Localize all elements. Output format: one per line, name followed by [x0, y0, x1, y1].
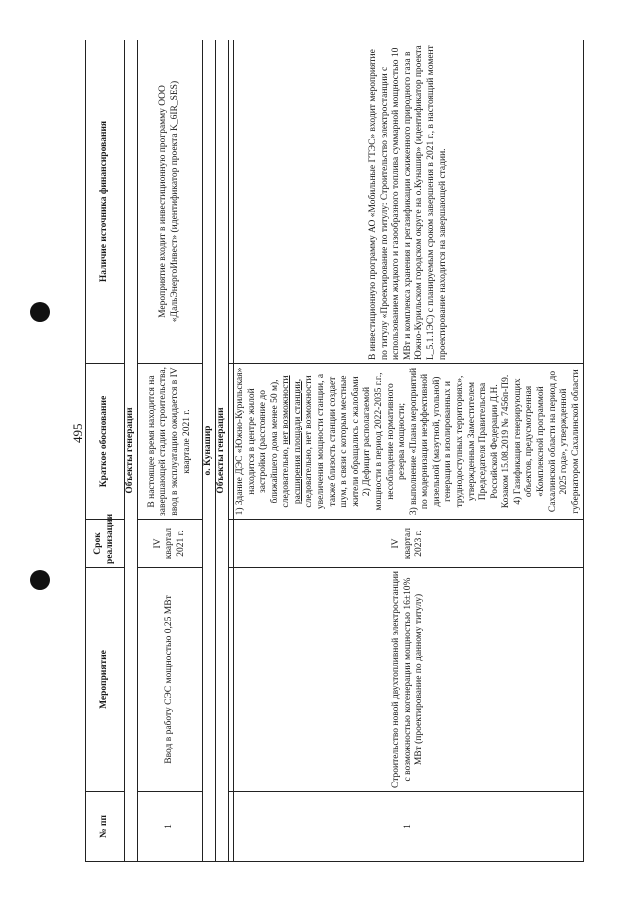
section-row — [125, 40, 138, 862]
row-num: 1 — [234, 792, 584, 862]
justification-underlined: нет возможности расширения площади станции — [281, 375, 303, 505]
header-term: Срок реализации — [86, 520, 125, 568]
justification-part-1-end: , следовательно, нет возможности увеличения мощности станции, а также близость станции создает шум, в связи с которым местные жители обращались с жалобами — [292, 373, 361, 510]
document-frame — [85, 40, 595, 862]
row-funding: Мероприятие входит в инвестиционную программу ООО «ДальЭнергоИнвест» (идентификатор проекта K_6IR_SES) — [138, 40, 203, 364]
header-funding: Наличие источника финансирования — [86, 40, 125, 364]
justification-part-1: 1) Здание ДЭС «Южно-Курильская» находится в центре жилой застройки (расстояние до ближайшего дома менее 50 м), следовательно, — [235, 367, 292, 516]
rotated-table-container — [85, 40, 595, 862]
section-generation-1: Объекты генерации — [125, 40, 138, 862]
row-justification: В настоящее время находится на завершающей стадии строительства, ввод в эксплуатацию ожидается в IV квартале 2021 г. — [138, 364, 203, 520]
punch-hole — [30, 570, 50, 590]
header-num: № пп — [86, 792, 125, 862]
section-row — [203, 40, 216, 862]
header-justification: Краткое обоснование — [86, 364, 125, 520]
punch-hole — [30, 302, 50, 322]
section-generation-2: Объекты генерации — [216, 40, 229, 862]
justification-part-2: 2) Дефицит располагаемой мощности в период 2022-2035 г.г., несоблюдение нормативного резерва мощности; — [362, 372, 408, 511]
row-term: IV квартал 2021 г. — [138, 520, 203, 568]
row-measure: Ввод в работу СЭС мощностью 0,25 МВт — [138, 568, 203, 792]
header-row — [86, 40, 125, 862]
row-funding: В инвестиционную программу АО «Мобильные ГТЭС» входит мероприятие по титулу «Проектирование по титулу: Строительство электростанции с использованием жидкого и газообразного топлива суммарной мощностью 10 МВт и комплекса хранения и регазификации сжиженного природного газа в Южно-Курильском городском округе на о.Кунашир» (идентификатор проекта L_5.1.1ЭС) с планируемым сроком завершения в 2021 г., в настоящий момент проектирование находится на завершающей стадии. — [234, 40, 584, 364]
page-number: 495 — [70, 423, 85, 443]
justification-part-3: 3) выполнение «Плана мероприятий по модернизации неэффективной дизельной (мазутной, угольной) генерации в изолированных и труднодоступных территориях», утвержденным Заместителем Председателя Правительства Российской Федерации Д.Н. Козаком 15.08.2019 № 7456п-П9. — [408, 367, 512, 516]
row-measure: Строительство новой двухтопливной электростанции с возможностью когенерации мощностью 16±10% МВт (проектирование по данному титулу) — [234, 568, 584, 792]
table-row — [138, 40, 203, 862]
section-row — [216, 40, 229, 862]
justification-part-4: 4) Газификация генерирующих объектов, предусмотренная «Комплексной программой Сахалинской области на период до 2025 года», утвержденной губернатором Сахалинской области — [512, 369, 581, 514]
row-justification — [234, 364, 584, 520]
row-num: 1 — [138, 792, 203, 862]
section-island: о. Кунашир — [203, 40, 216, 862]
header-measure: Мероприятие — [86, 568, 125, 792]
row-term: IV квартал 2023 г. — [234, 520, 584, 568]
measures-table — [85, 40, 584, 862]
table-row — [234, 40, 584, 862]
